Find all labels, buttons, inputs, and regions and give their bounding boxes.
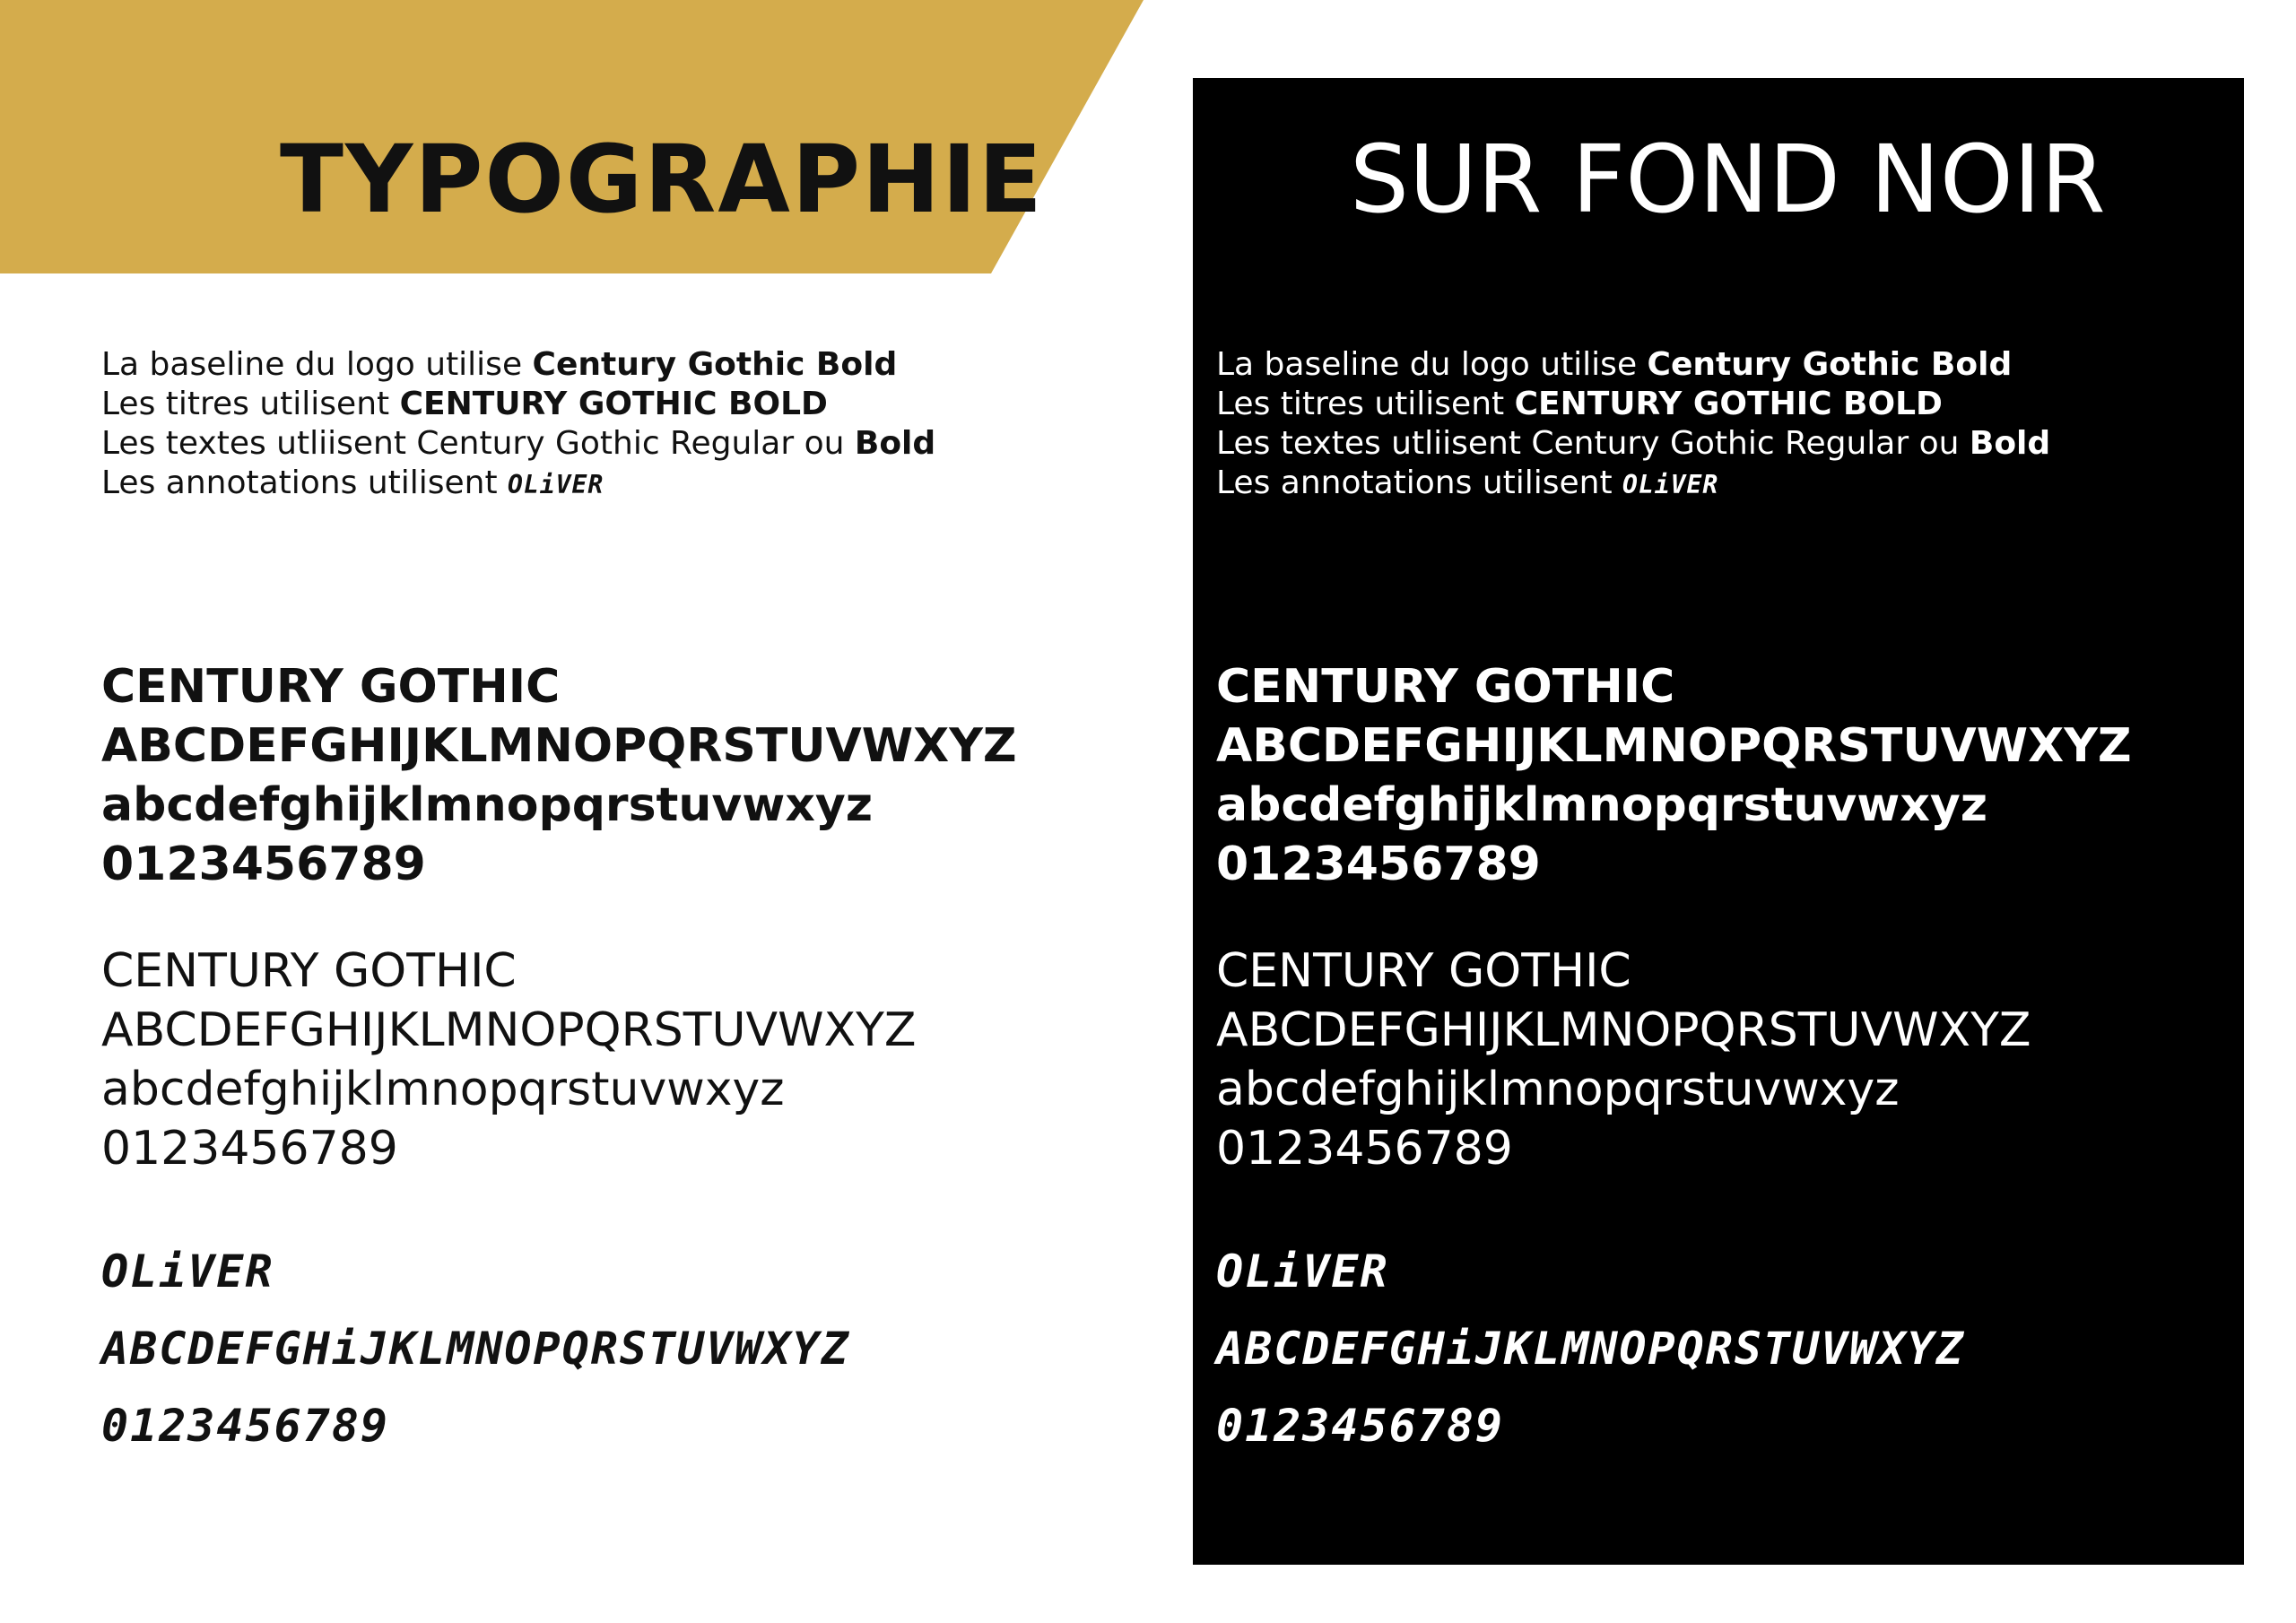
page-title: TYPOGRAPHIE [280,125,1044,234]
dark-bold-specimen-name: CENTURY GOTHIC [1216,660,1675,714]
bold-specimen-name: CENTURY GOTHIC [101,660,561,714]
dark-oliver-specimen-digits: 0123456789 [1216,1400,1505,1452]
usage-notes [101,345,935,503]
dark-usage-notes [1216,345,2050,503]
dark-usage-line-texts: Les textes utliisent Century Gothic Regular ou Bold [1216,425,2051,462]
regular-specimen [101,942,917,1178]
dark-usage-line-titles: Les titres utilisent CENTURY GOTHIC BOLD [1216,386,1943,422]
usage-line-titles: Les titres utilisent CENTURY GOTHIC BOLD [101,386,828,422]
oliver-specimen [101,1233,850,1464]
regular-specimen-uppercase: ABCDEFGHIJKLMNOPQRSTUVWXYZ [101,1003,917,1057]
dark-regular-specimen-uppercase: ABCDEFGHIJKLMNOPQRSTUVWXYZ [1216,1003,2031,1057]
usage-line-texts: Les textes utliisent Century Gothic Regular ou Bold [101,425,936,462]
bold-specimen-lowercase: abcdefghijklmnopqrstuvwxyz [101,778,874,832]
oliver-specimen-uppercase: ABCDEFGHiJKLMNOPQRSTUVWXYZ [101,1323,850,1375]
regular-specimen-lowercase: abcdefghijklmnopqrstuvwxyz [101,1063,785,1116]
dark-usage-line-baseline: La baseline du logo utilise Century Gothic Bold [1216,346,2013,383]
dark-bold-specimen-lowercase: abcdefghijklmnopqrstuvwxyz [1216,778,1988,832]
bold-specimen-digits: 0123456789 [101,838,426,891]
dark-bold-specimen [1216,657,2132,894]
dark-oliver-specimen [1216,1233,1965,1464]
dark-usage-line-annotations: Les annotations utilisent OLiVER [1216,464,1719,501]
dark-regular-specimen-name: CENTURY GOTHIC [1216,944,1631,998]
dark-panel-title: SUR FOND NOIR [1350,125,2106,234]
regular-specimen-digits: 0123456789 [101,1122,398,1176]
regular-specimen-name: CENTURY GOTHIC [101,944,517,998]
bold-specimen-uppercase: ABCDEFGHIJKLMNOPQRSTUVWXYZ [101,719,1017,773]
dark-regular-specimen-lowercase: abcdefghijklmnopqrstuvwxyz [1216,1063,1900,1116]
usage-line-baseline: La baseline du logo utilise Century Gothic Bold [101,346,898,383]
dark-regular-specimen [1216,942,2031,1178]
oliver-specimen-name: OLiVER [101,1245,274,1298]
usage-line-annotations: Les annotations utilisent OLiVER [101,464,604,501]
dark-regular-specimen-digits: 0123456789 [1216,1122,1513,1176]
dark-bold-specimen-digits: 0123456789 [1216,838,1541,891]
dark-oliver-specimen-uppercase: ABCDEFGHiJKLMNOPQRSTUVWXYZ [1216,1323,1965,1375]
dark-oliver-specimen-name: OLiVER [1216,1245,1389,1298]
bold-specimen [101,657,1017,894]
dark-bold-specimen-uppercase: ABCDEFGHIJKLMNOPQRSTUVWXYZ [1216,719,2132,773]
oliver-specimen-digits: 0123456789 [101,1400,390,1452]
